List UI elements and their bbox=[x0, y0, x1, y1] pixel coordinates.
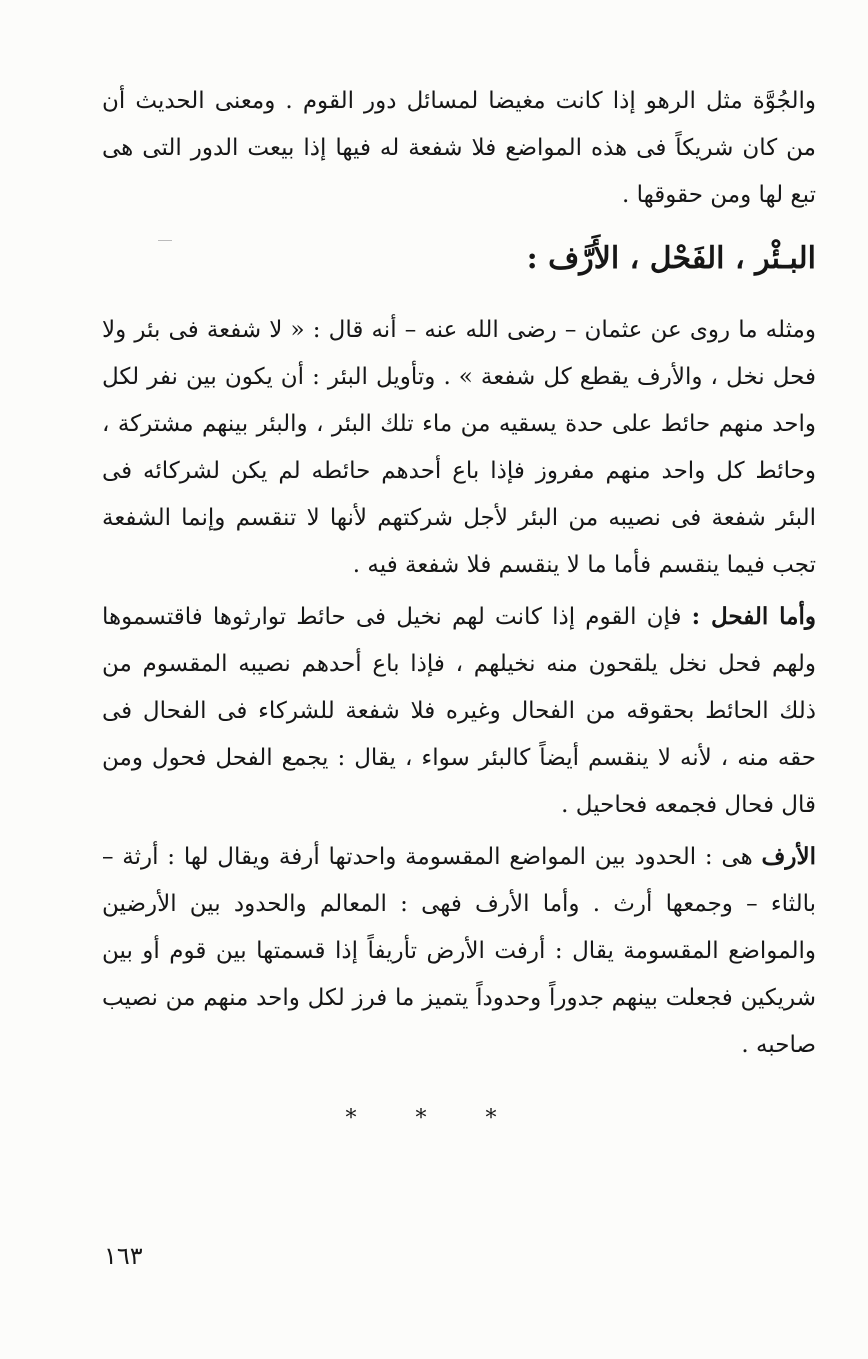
section-ornament: * * * bbox=[345, 1106, 523, 1131]
page-number: ١٦٣ bbox=[104, 1242, 143, 1270]
paragraph-stallion bbox=[102, 593, 816, 829]
paragraph-intro: والجُوَّة مثل الرهو إذا كانت مغيضا لمسائل دور القوم . ومعنى الحديث أن من كان شريكاً فى هذه المواضع فلا شفعة له فيها إذا بيعت الدور التى هى تبع لها ومن حقوقها . bbox=[102, 88, 816, 208]
paragraph-stallion-text: فإن القوم إذا كانت لهم نخيل فى حائط توارثوها فاقتسموها ولهم فحل نخل يلقحون منه نخيلهم ، فإذا باع أحدهم نصيبه المقسوم من ذلك الحائط بحقوقه من الفحال وغيره فلا شفعة للشركاء فى الفحال فى حقه منه ، لأنه لا ينقسم أيضاً كالبئر سواء ، يقال : يجمع الفحل فحول ومن قال فحال فجمعه فحاحيل . bbox=[102, 604, 816, 818]
section-heading: البـئْر ، الفَحْل ، الأَرَّف : bbox=[526, 241, 816, 276]
paragraph-well: ومثله ما روى عن عثمان – رضى الله عنه – أنه قال : « لا شفعة فى بئر ولا فحل نخل ، والأرف يقطع كل شفعة » . وتأويل البئر : أن يكون بين نفر لكل واحد منهم حائط على حدة يسقيه من ماء تلك البئر ، والبئر بينهم مشتركة ، وحائط كل واحد منهم مفروز فإذا باع أحدهم حائطه لم يكن لشركائه فى البئر شفعة فى نصيبه من البئر لأجل شركتهم لأنها لا تنقسم وإنما الشفعة تجب فيما ينقسم فأما ما لا ينقسم فلا شفعة فيه . bbox=[102, 317, 816, 578]
paragraph-boundaries bbox=[102, 833, 816, 1069]
paragraph-boundaries-lead: الأرف bbox=[761, 843, 816, 870]
page-body bbox=[102, 78, 816, 1069]
paragraph-stallion-lead: وأما الفحل : bbox=[691, 603, 816, 630]
paragraph-boundaries-text: هى : الحدود بين المواضع المقسومة واحدتها أرفة ويقال لها : أرثة – بالثاء – وجمعها أرث . وأما الأرف فهى : المعالم والحدود بين الأرضين والمواضع المقسومة يقال : أرفت الأرض تأريفاً إذا قسمتها بين قوم أو بين شريكين فجعلت بينهم جدوراً وحدوداً يتميز ما فرز لكل واحد منهم من نصيب صاحبه . bbox=[102, 844, 816, 1058]
